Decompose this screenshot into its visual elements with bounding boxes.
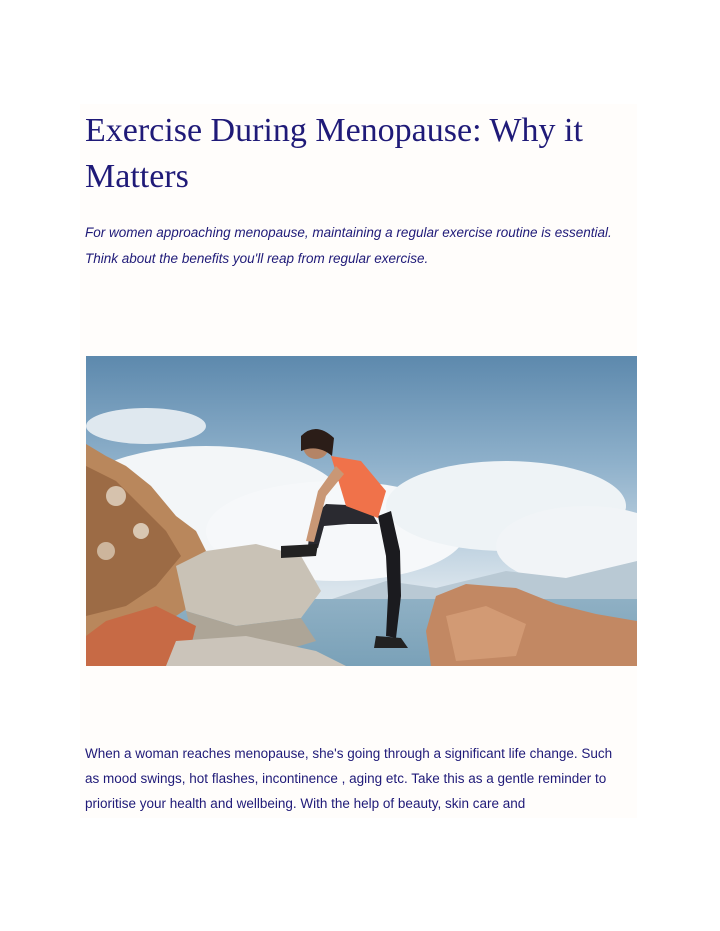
article-body: When a woman reaches menopause, she's going through a significant life change. Such as mood swings, hot flashes, incontinence , aging etc. Take this as a gentle reminder to prioritise your health and wellbeing. With the help of beauty, skin care and xyxy=(85,746,613,811)
article-intro: For women approaching menopause, maintaining a regular exercise routine is essential. Think about the benefits you'll reap from regular exercise. xyxy=(85,225,612,266)
article-title: Exercise During Menopause: Why it Matters xyxy=(85,112,583,195)
hero-photo xyxy=(86,356,637,666)
